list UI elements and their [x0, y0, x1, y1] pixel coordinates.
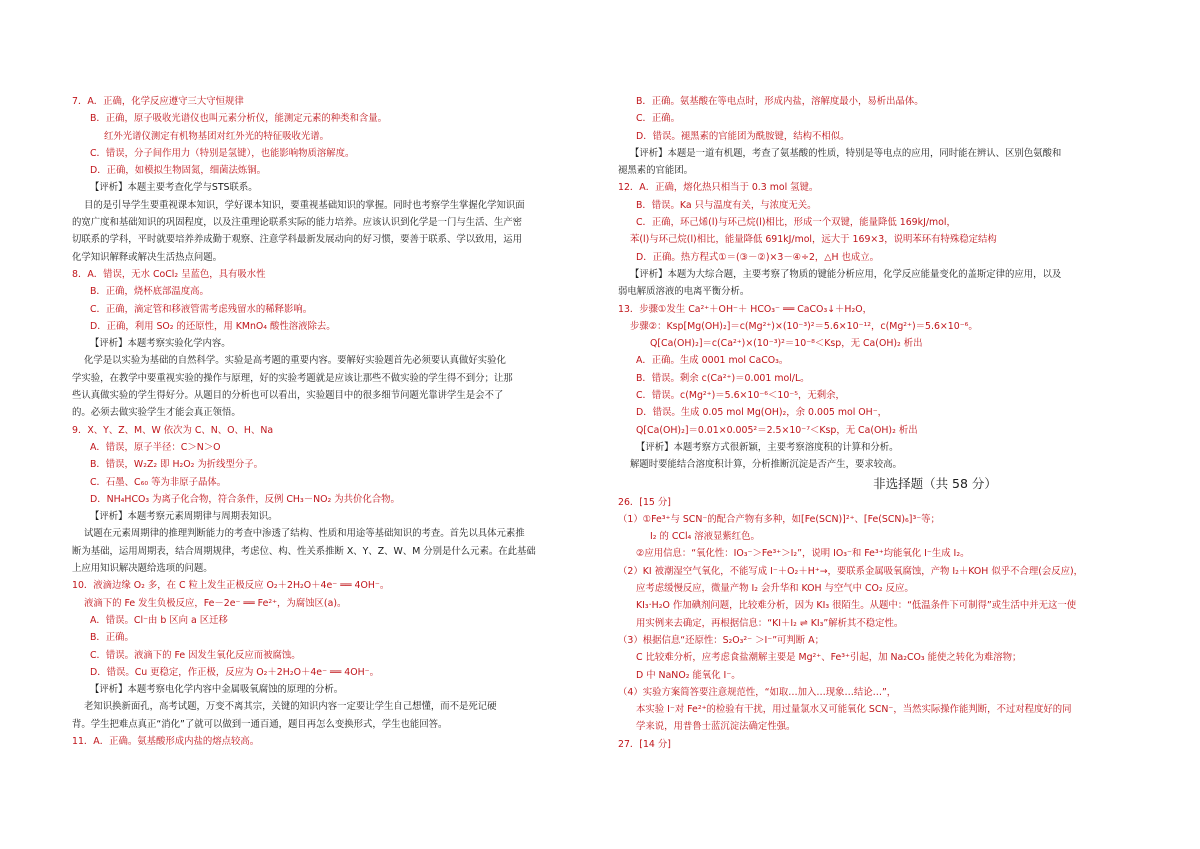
- answer-line: D．错误。Cu 更稳定，作正极，反应为 O₂＋2H₂O＋4e⁻ ══ 4OH⁻。: [90, 666, 379, 678]
- commentary-line: 老知识换新面孔，高考试题，万变不离其宗，关键的知识内容一定要让学生自己想懂，而不是死记硬: [84, 701, 497, 713]
- answer-line: 10．液滴边缘 O₂ 多，在 C 粒上发生正极反应 O₂＋2H₂O＋4e⁻ ══ 4OH⁻。: [72, 580, 390, 592]
- answer-line: D．正确，利用 SO₂ 的还原性，用 KMnO₄ 酸性溶液除去。: [90, 320, 336, 332]
- answer-line: D．正确。热方程式①＝(③－②)×3－④÷2，△H 也成立。: [636, 251, 880, 263]
- right-column: [618, 93, 1132, 753]
- answer-line: A．正确。生成 0001 mol CaCO₃。: [636, 355, 789, 367]
- answer-line: 应考虑缓慢反应，微量产物 I₂ 会升华和 KOH 与空气中 CO₂ 反应。: [636, 583, 914, 595]
- answer-line: （4）实验方案简答要注意规范性，“如取…加入…现象…结论…”，: [618, 686, 897, 698]
- commentary-line: 上应用知识解决题给选项的问题。: [72, 563, 213, 575]
- commentary-line: 化学是以实验为基础的自然科学。实验是高考题的重要内容。要解好实验题首先必须要认真做好实验化: [84, 355, 506, 367]
- answer-line: B．错误。Ka 只与温度有关，与浓度无关。: [636, 199, 817, 211]
- answer-line: KI₃·H₂O 作加碘剂问题，比较难分析，因为 KI₃ 很陌生。从题中：“低温条件下可制得”或生活中并无这一使: [636, 600, 1077, 612]
- answer-line: D．错误。生成 0.05 mol Mg(OH)₂，余 0.005 mol OH⁻，: [636, 407, 888, 419]
- section-heading-text: 非选择题（共 58 分）: [873, 475, 997, 491]
- commentary-line: 断为基础，运用周期表，结合周期规律，考虑位、构、性关系推断 X、Y、Z、W、M 分别是什么元素。在此基础: [72, 545, 536, 557]
- answer-line: C．正确，环己烯(l)与环己烷(l)相比，形成一个双键，能量降低 169kJ/mol，: [636, 217, 956, 229]
- answer-line: 苯(l)与环己烷(l)相比，能量降低 691kJ/mol，远大于 169×3，说明苯环有特殊稳定结构: [630, 234, 997, 246]
- commentary-line: 解题时要能结合溶度积计算，分析推断沉淀是否产生，要求较高。: [630, 459, 902, 471]
- answer-line: C．正确。: [636, 113, 681, 125]
- answer-line: 红外光谱仪测定有机物基团对红外光的特征吸收光谱。: [104, 130, 330, 142]
- answer-line: 12．A．正确，熔化热只相当于 0.3 mol 氢键。: [618, 182, 819, 194]
- answer-line: 13．步骤①发生 Ca²⁺＋OH⁻＋ HCO₃⁻ ══ CaCO₃↓＋H₂O，: [618, 303, 872, 315]
- left-column: [72, 93, 586, 750]
- commentary-line: 些认真做实验的学生得好分。从题目的分析也可以看出，实验题目中的很多细节问题光靠讲学生是会不了: [72, 390, 504, 402]
- answer-line: B．错误，W₂Z₂ 即 H₂O₂ 为折线型分子。: [90, 459, 264, 471]
- answer-line: C．正确，滴定管和移液管需考虑残留水的稀释影响。: [90, 303, 313, 315]
- answer-line: 本实验 I⁻对 Fe²⁺的检验有干扰，用过量氯水又可能氧化 SCN⁻，当然实际操作能判断，不过对程度好的同: [636, 704, 1072, 716]
- commentary-line: 【评析】本题考察元素周期律与周期表知识。: [90, 511, 278, 523]
- answer-line: D 中 NaNO₂ 能氧化 I⁻。: [636, 669, 741, 681]
- answer-line: B．错误。剩余 c(Ca²⁺)＝0.001 mol/L。: [636, 372, 810, 384]
- commentary-line: 【评析】本题主要考查化学与STS联系。: [90, 182, 258, 194]
- answer-line: （1）①Fe³⁺与 SCN⁻的配合产物有多种，如[Fe(SCN)]²⁺、[Fe(SCN)₆]³⁻等；: [618, 513, 940, 525]
- answer-line: 26．[15 分]: [618, 496, 671, 508]
- commentary-line: 的。必须去做实验学生才能会真正领悟。: [72, 407, 241, 419]
- commentary-line: 背。学生把难点真正“消化”了就可以做到一通百通，题目再怎么变换形式，学生也能回答。: [72, 718, 448, 730]
- answer-line: D．错误。褪黑素的官能团为酰胺键，结构不相似。: [636, 130, 850, 142]
- commentary-line: 褪黑素的官能团。: [618, 165, 694, 177]
- answer-line: 27．[14 分]: [618, 738, 671, 750]
- commentary-line: 学实验，在教学中要重视实验的操作与原理，好的实验考题就是应该让那些不做实验的学生得不到分；让那: [72, 372, 513, 384]
- answer-line: I₂ 的 CCl₄ 溶液显紫红色。: [650, 531, 760, 543]
- commentary-line: 目的是引导学生要重视课本知识，学好课本知识，要重视基础知识的掌握。同时也考察学生掌握化学知识面: [84, 199, 525, 211]
- answer-line: D．NH₄HCO₃ 为离子化合物，符合条件，反例 CH₃－NO₂ 为共价化合物。: [90, 493, 400, 505]
- commentary-line: 试题在元素周期律的推理判断能力的考查中渗透了结构、性质和用途等基础知识的考查。首先以具体元素推: [84, 528, 525, 540]
- commentary-line: 化学知识解释或解决生活热点问题。: [72, 251, 223, 263]
- answer-line: C 比较难分析，应考虑食盐潮解主要是 Mg²⁺、Fe³⁺引起，加 Na₂CO₃ 能使之转化为难溶物；: [636, 652, 1022, 664]
- answer-line: （2）KI 被潮湿空气氧化，不能写成 I⁻＋O₂＋H⁺→，要联系金属吸氧腐蚀，产物 I₂＋KOH 似乎不合理(会反应)，: [618, 565, 1084, 577]
- answer-line: ②应用信息：“氧化性：IO₃⁻＞Fe³⁺＞I₂”，说明 IO₃⁻和 Fe³⁺均能氧化 I⁻生成 I₂。: [636, 548, 970, 560]
- answer-line: 8．A．错误，无水 CoCl₂ 呈蓝色，具有吸水性: [72, 268, 266, 280]
- answer-line: （3）根据信息“还原性：S₂O₃²⁻ ＞I⁻”可判断 A；: [618, 634, 824, 646]
- answer-line: 11．A．正确。氨基酸形成内盐的熔点较高。: [72, 735, 260, 747]
- commentary-line: 【评析】本题考察实验化学内容。: [90, 338, 231, 350]
- commentary-line: 【评析】本题考察方式很新颖，主要考察溶度积的计算和分析。: [636, 441, 899, 453]
- answer-line: B．正确，烧杯底部温度高。: [90, 286, 209, 298]
- answer-line: D．正确，如模拟生物固氮，细菌法炼铜。: [90, 165, 266, 177]
- answer-line: B．正确，原子吸收光谱仪也叫元素分析仪，能测定元素的种类和含量。: [90, 113, 388, 125]
- answer-line: Q[Ca(OH)₂]＝0.01×0.005²＝2.5×10⁻⁷＜Ksp，无 Ca(OH)₂ 析出: [636, 424, 918, 436]
- answer-line: C．石墨、C₆₀ 等为非原子晶体。: [90, 476, 227, 488]
- commentary-line: 弱电解质溶液的电离平衡分析。: [618, 286, 750, 298]
- section-heading: [618, 474, 1132, 494]
- answer-line: 液滴下的 Fe 发生负极反应，Fe－2e⁻ ══ Fe²⁺，为腐蚀区(a)。: [84, 597, 347, 609]
- answer-line: A．错误，原子半径：C＞N＞O: [90, 441, 221, 453]
- commentary-line: 切联系的学科，平时就要培养养成勤于观察、注意学科最新发展动向的好习惯，要善于联系、学以致用，运用: [72, 234, 523, 246]
- answer-line: 步骤②：Ksp[Mg(OH)₂]＝c(Mg²⁺)×(10⁻³)²＝5.6×10⁻¹²，c(Mg²⁺)＝5.6×10⁻⁶。: [630, 320, 978, 332]
- answer-line: B．正确。: [90, 632, 134, 644]
- answer-line: C．错误，分子间作用力（特别是氢键），也能影响物质溶解度。: [90, 147, 355, 159]
- commentary-line: 【评析】本题为大综合题，主要考察了物质的键能分析应用，化学反应能量变化的盖斯定律的应用，以及: [630, 268, 1062, 280]
- answer-line: Q[Ca(OH)₂]＝c(Ca²⁺)×(10⁻³)²＝10⁻⁸＜Ksp，无 Ca(OH)₂ 析出: [650, 338, 923, 350]
- answer-line: 7．A．正确，化学反应遵守三大守恒规律: [72, 96, 244, 107]
- commentary-line: 【评析】本题考察电化学内容中金属吸氧腐蚀的原理的分析。: [90, 684, 344, 696]
- answer-line: A．错误。Cl⁻由 b 区向 a 区迁移: [90, 614, 228, 626]
- commentary-line: 【评析】本题是一道有机题，考查了氨基酸的性质，特别是等电点的应用，同时能在辨认、区别色氨酸和: [630, 147, 1062, 159]
- answer-line: C．错误。c(Mg²⁺)＝5.6×10⁻⁶＜10⁻⁵，无剩余，: [636, 390, 845, 402]
- answer-line: C．错误。液滴下的 Fe 因发生氧化反应而被腐蚀。: [90, 649, 301, 661]
- commentary-line: 的宽广度和基础知识的巩固程度，以及注重理论联系实际的能力培养。应该认识到化学是一门与生活、生产密: [72, 217, 523, 229]
- answer-line: 学来说，用普鲁士蓝沉淀法确定性强。: [636, 721, 796, 733]
- answer-line: 9．X、Y、Z、M、W 依次为 C、N、O、H、Na: [72, 424, 274, 436]
- answer-line: 用实例来去确定，再根据信息：“KI＋I₂ ⇌ KI₃”解析其不稳定性。: [636, 617, 904, 629]
- answer-line: B．正确。氨基酸在等电点时，形成内盐，溶解度最小，易析出晶体。: [636, 96, 924, 107]
